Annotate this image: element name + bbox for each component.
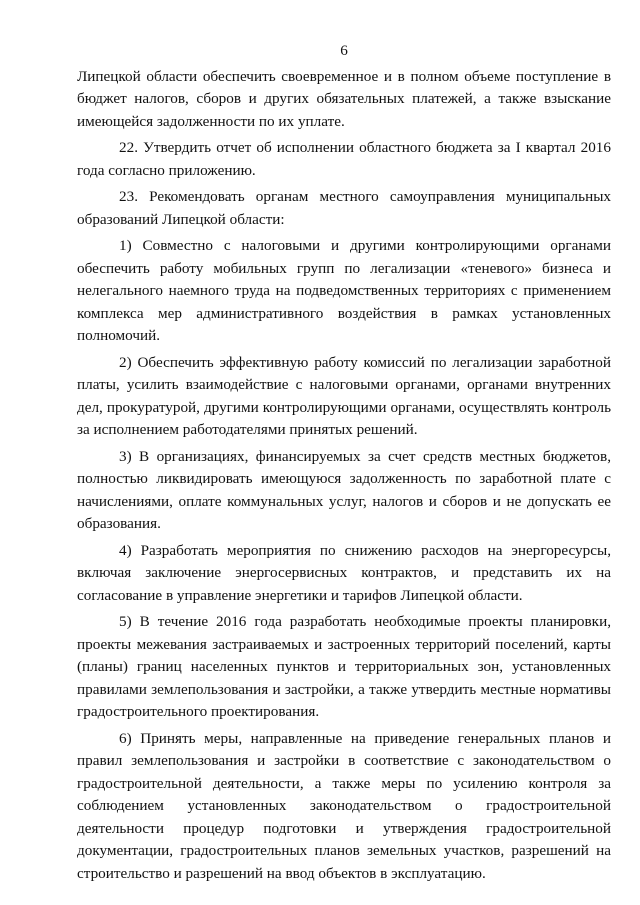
page-number: 6	[340, 42, 348, 59]
paragraph-subitem-5: 5) В течение 2016 года разработать необходимые проекты планировки, проекты межевания застраиваемых и застроенных территорий поселений, карты (планы) границ населенных пунктов и территориальных зон, установленных правилами землепользования и застройки, а также утвердить местные нормативы градостроительного проектирования.	[77, 613, 611, 720]
paragraph-item-22: 22. Утвердить отчет об исполнении областного бюджета за I квартал 2016 года согласно приложению.	[77, 139, 611, 179]
paragraph-subitem-6: 6) Принять меры, направленные на приведение генеральных планов и правил землепользования и застройки в соответствие с законодательством о градостроительной деятельности, а также меры по усилению контроля за соблюдением установленных законодательством о градостроительной деятельности процедур подготовки и утверждения градостроительной документации, градостроительных планов земельных участков, разрешений на строительство и разрешений на ввод объектов в эксплуатацию.	[77, 729, 611, 882]
paragraph-subitem-2: 2) Обеспечить эффективную работу комиссий по легализации заработной платы, усилить взаимодействие с налоговыми органами, органами внутренних дел, прокуратурой, другими контролирующими органами, осуществлять контроль за исполнением работодателями принятых решений.	[77, 353, 611, 438]
paragraph-subitem-1: 1) Совместно с налоговыми и другими контролирующими органами обеспечить работу мобильных групп по легализации «теневого» бизнеса и нелегального наемного труда на подведомственных территориях с применением комплекса мер административного воздействия в рамках установленных полномочий.	[77, 237, 611, 344]
paragraph-continuation: Липецкой области обеспечить своевременное и в полном объеме поступление в бюджет налогов, сборов и других обязательных платежей, а также взыскание имеющейся задолженности по их уплате.	[77, 67, 611, 130]
paragraph-subitem-3: 3) В организациях, финансируемых за счет средств местных бюджетов, полностью ликвидировать имеющуюся задолженность по заработной плате с начислениями, оплате коммунальных услуг, налогов и сборов и не допускать ее образования.	[77, 447, 611, 532]
document-page	[77, 40, 611, 885]
paragraph-subitem-4: 4) Разработать мероприятия по снижению расходов на энергоресурсы, включая заключение энергосервисных контрактов, и представить их на согласование в управление энергетики и тарифов Липецкой области.	[77, 541, 611, 604]
paragraph-item-23: 23. Рекомендовать органам местного самоуправления муниципальных образований Липецкой области:	[77, 188, 611, 228]
